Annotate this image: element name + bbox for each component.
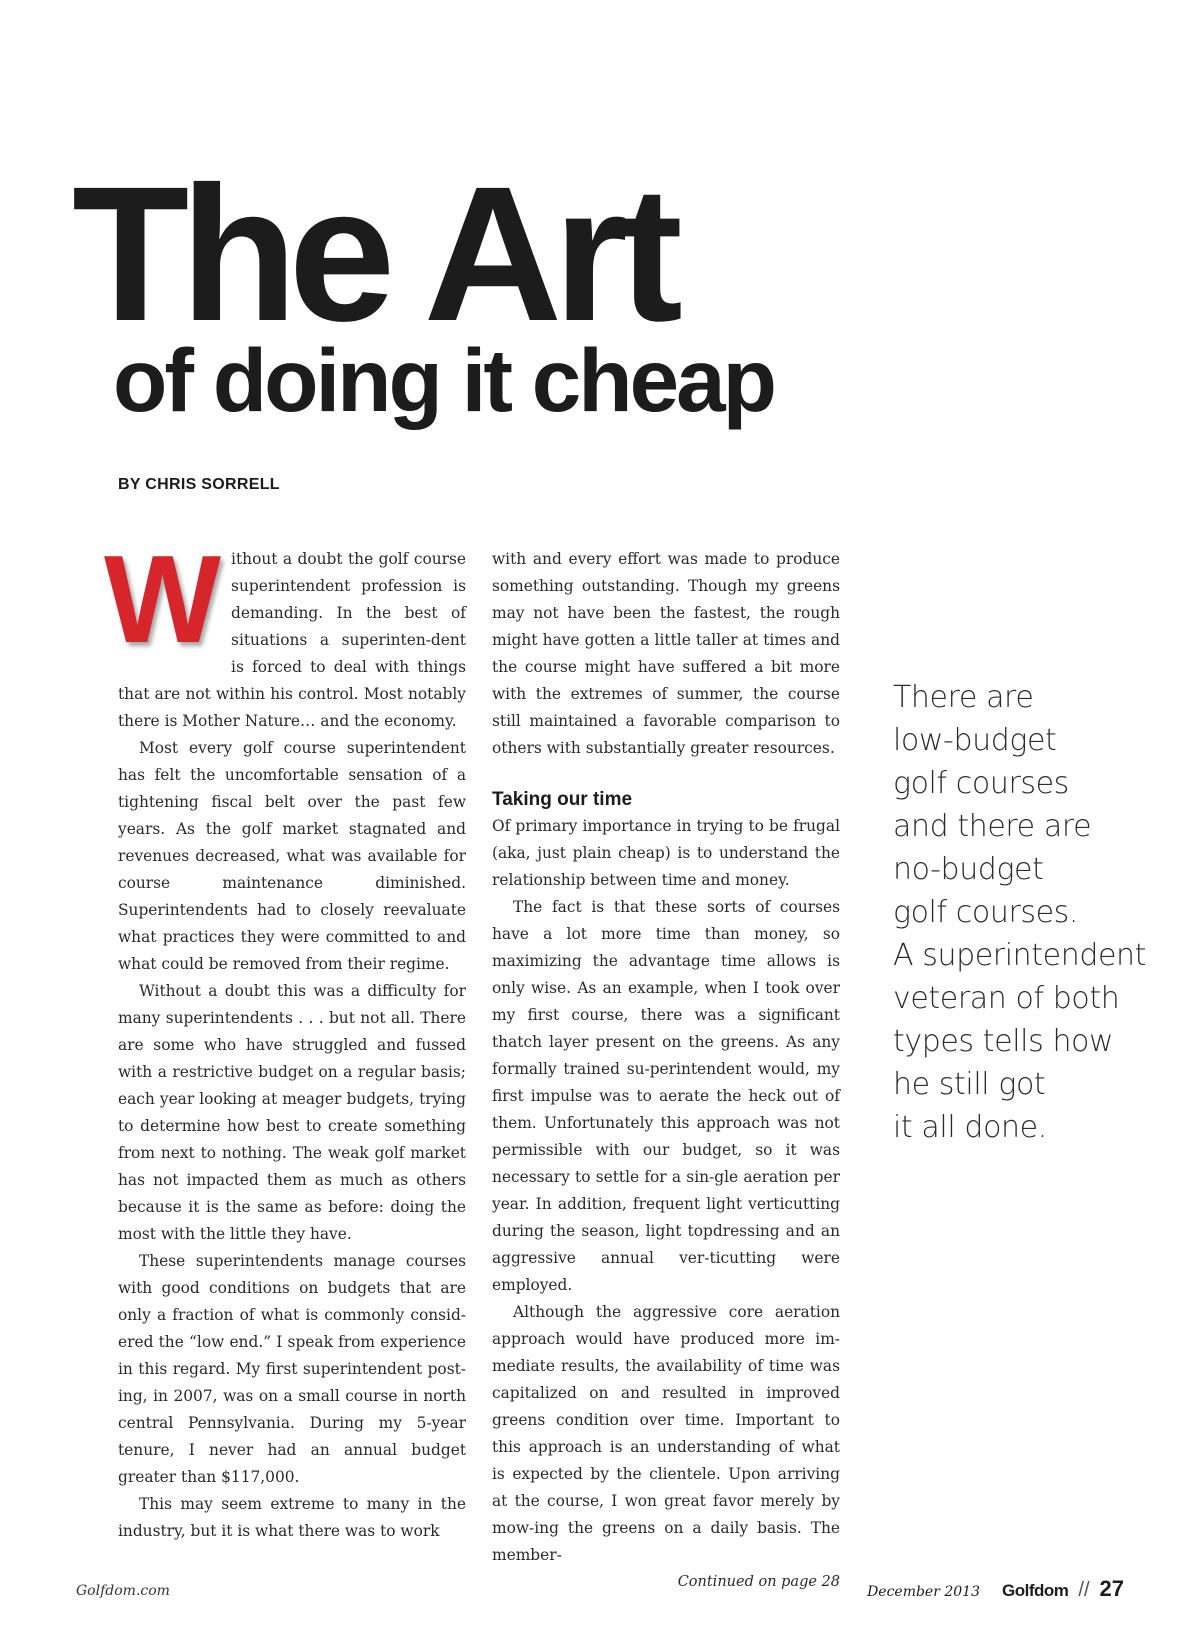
paragraph: These superintendents manage courses with good conditions on budgets that are only a fraction of what is commonly consid-ered the “low end.” I speak from experience in this regard. My first superintendent post-ing, in 2007, was on a small course in north central Pennsylvania. During my 5-year tenure, I never had an annual budget greater than $117,000. (118, 1252, 466, 1486)
pull-quote-line: it all done. (893, 1110, 1047, 1145)
paragraph: Although the aggressive core aeration approach would have produced more im-mediate results, the availability of time was capitalized on and resulted in improved greens condition over time. Important to this approach is an understanding of what is expected by the clientele. Upon arriving at the course, I won great favor merely by mow-ing the greens on a daily basis. The member- (492, 1303, 840, 1564)
footer-website[interactable]: Golfdom.com (76, 1583, 170, 1599)
section-subhead: Taking our time (492, 789, 633, 810)
pull-quote-line: A superintendent (893, 938, 1146, 973)
paragraph: The fact is that these sorts of courses have a lot more time than money, so maximizing the advantage time allows is only wise. As an example, when I took over my first course, there was a significant thatch layer present on the greens. As any formally trained su-perintendent would, my first impulse was to aerate the heck out of them. Unfortunately this approach was not permissible with our budget, so it was necessary to settle for a sin-gle aeration per year. In addition, frequent light verticutting during the season, light topdressing and an aggressive annual ver-ticutting were employed. (492, 898, 840, 1294)
paragraph-intro (104, 531, 466, 735)
footer-date: December 2013 (867, 1584, 980, 1600)
headline-subtitle: of doing it cheap (113, 330, 774, 430)
drop-cap: W (104, 531, 222, 669)
continued-link[interactable]: Continued on page 28 (677, 1574, 840, 1590)
pull-quote-line: golf courses. (893, 895, 1079, 930)
page-number: 27 (1099, 1576, 1124, 1601)
footer-folio (867, 1576, 1124, 1602)
pull-quote-line: and there are (893, 809, 1092, 844)
paragraph: with and every effort was made to produce something outstanding. Though my greens may not have been the fastest, the rough might have gotten a little taller at times and the course might have suffered a bit more with the extremes of summer, the course still maintained a favorable comparison to others with substantially greater resources. (492, 550, 840, 757)
pull-quote-line: low-budget (893, 723, 1057, 758)
byline: BY CHRIS SORRELL (118, 476, 280, 493)
paragraph: This may seem extreme to many in the industry, but it is what there was to work (118, 1495, 466, 1540)
article-column-1 (104, 531, 466, 1545)
intro-text: ithout a doubt the golf course superintendent profession is demanding. In the best of situations a superinten-dent is forced to deal with things that are not within his control. Most notably there is Mother Nature… and the economy. (118, 550, 466, 730)
paragraph: Most every golf course superintendent has felt the uncomfortable sensation of a tightening fiscal belt over the past few years. As the golf market stagnated and revenues decreased, what was available for course maintenance diminished. Superintendents had to closely reevaluate what practices they were committed to and what could be removed from their regime. (118, 739, 466, 973)
paragraph: Without a doubt this was a difficulty for many superintendents . . . but not all. There are some who have struggled and fussed with a restrictive budget on a regular basis; each year looking at meager budgets, trying to determine how best to create something from next to nothing. The weak golf market has not impacted them as much as others because it is the same as before: doing the most with the little they have. (118, 982, 466, 1243)
paragraph: Of primary importance in trying to be frugal (aka, just plain cheap) is to understand the relationship between time and money. (492, 817, 840, 889)
footer-magazine-name: Golfdom (1002, 1581, 1069, 1600)
pull-quote-line: golf courses (893, 766, 1069, 801)
pull-quote-line: types tells how (893, 1024, 1114, 1059)
pull-quote-line: veteran of both (893, 981, 1120, 1016)
pull-quote (893, 676, 1153, 1149)
footer-separator: // (1078, 1579, 1090, 1601)
pull-quote-line: There are (893, 680, 1034, 715)
headline-title: The Art (72, 146, 674, 361)
pull-quote-line: no-budget (893, 852, 1044, 887)
article-column-2 (492, 546, 840, 1596)
pull-quote-line: he still got (893, 1067, 1046, 1102)
